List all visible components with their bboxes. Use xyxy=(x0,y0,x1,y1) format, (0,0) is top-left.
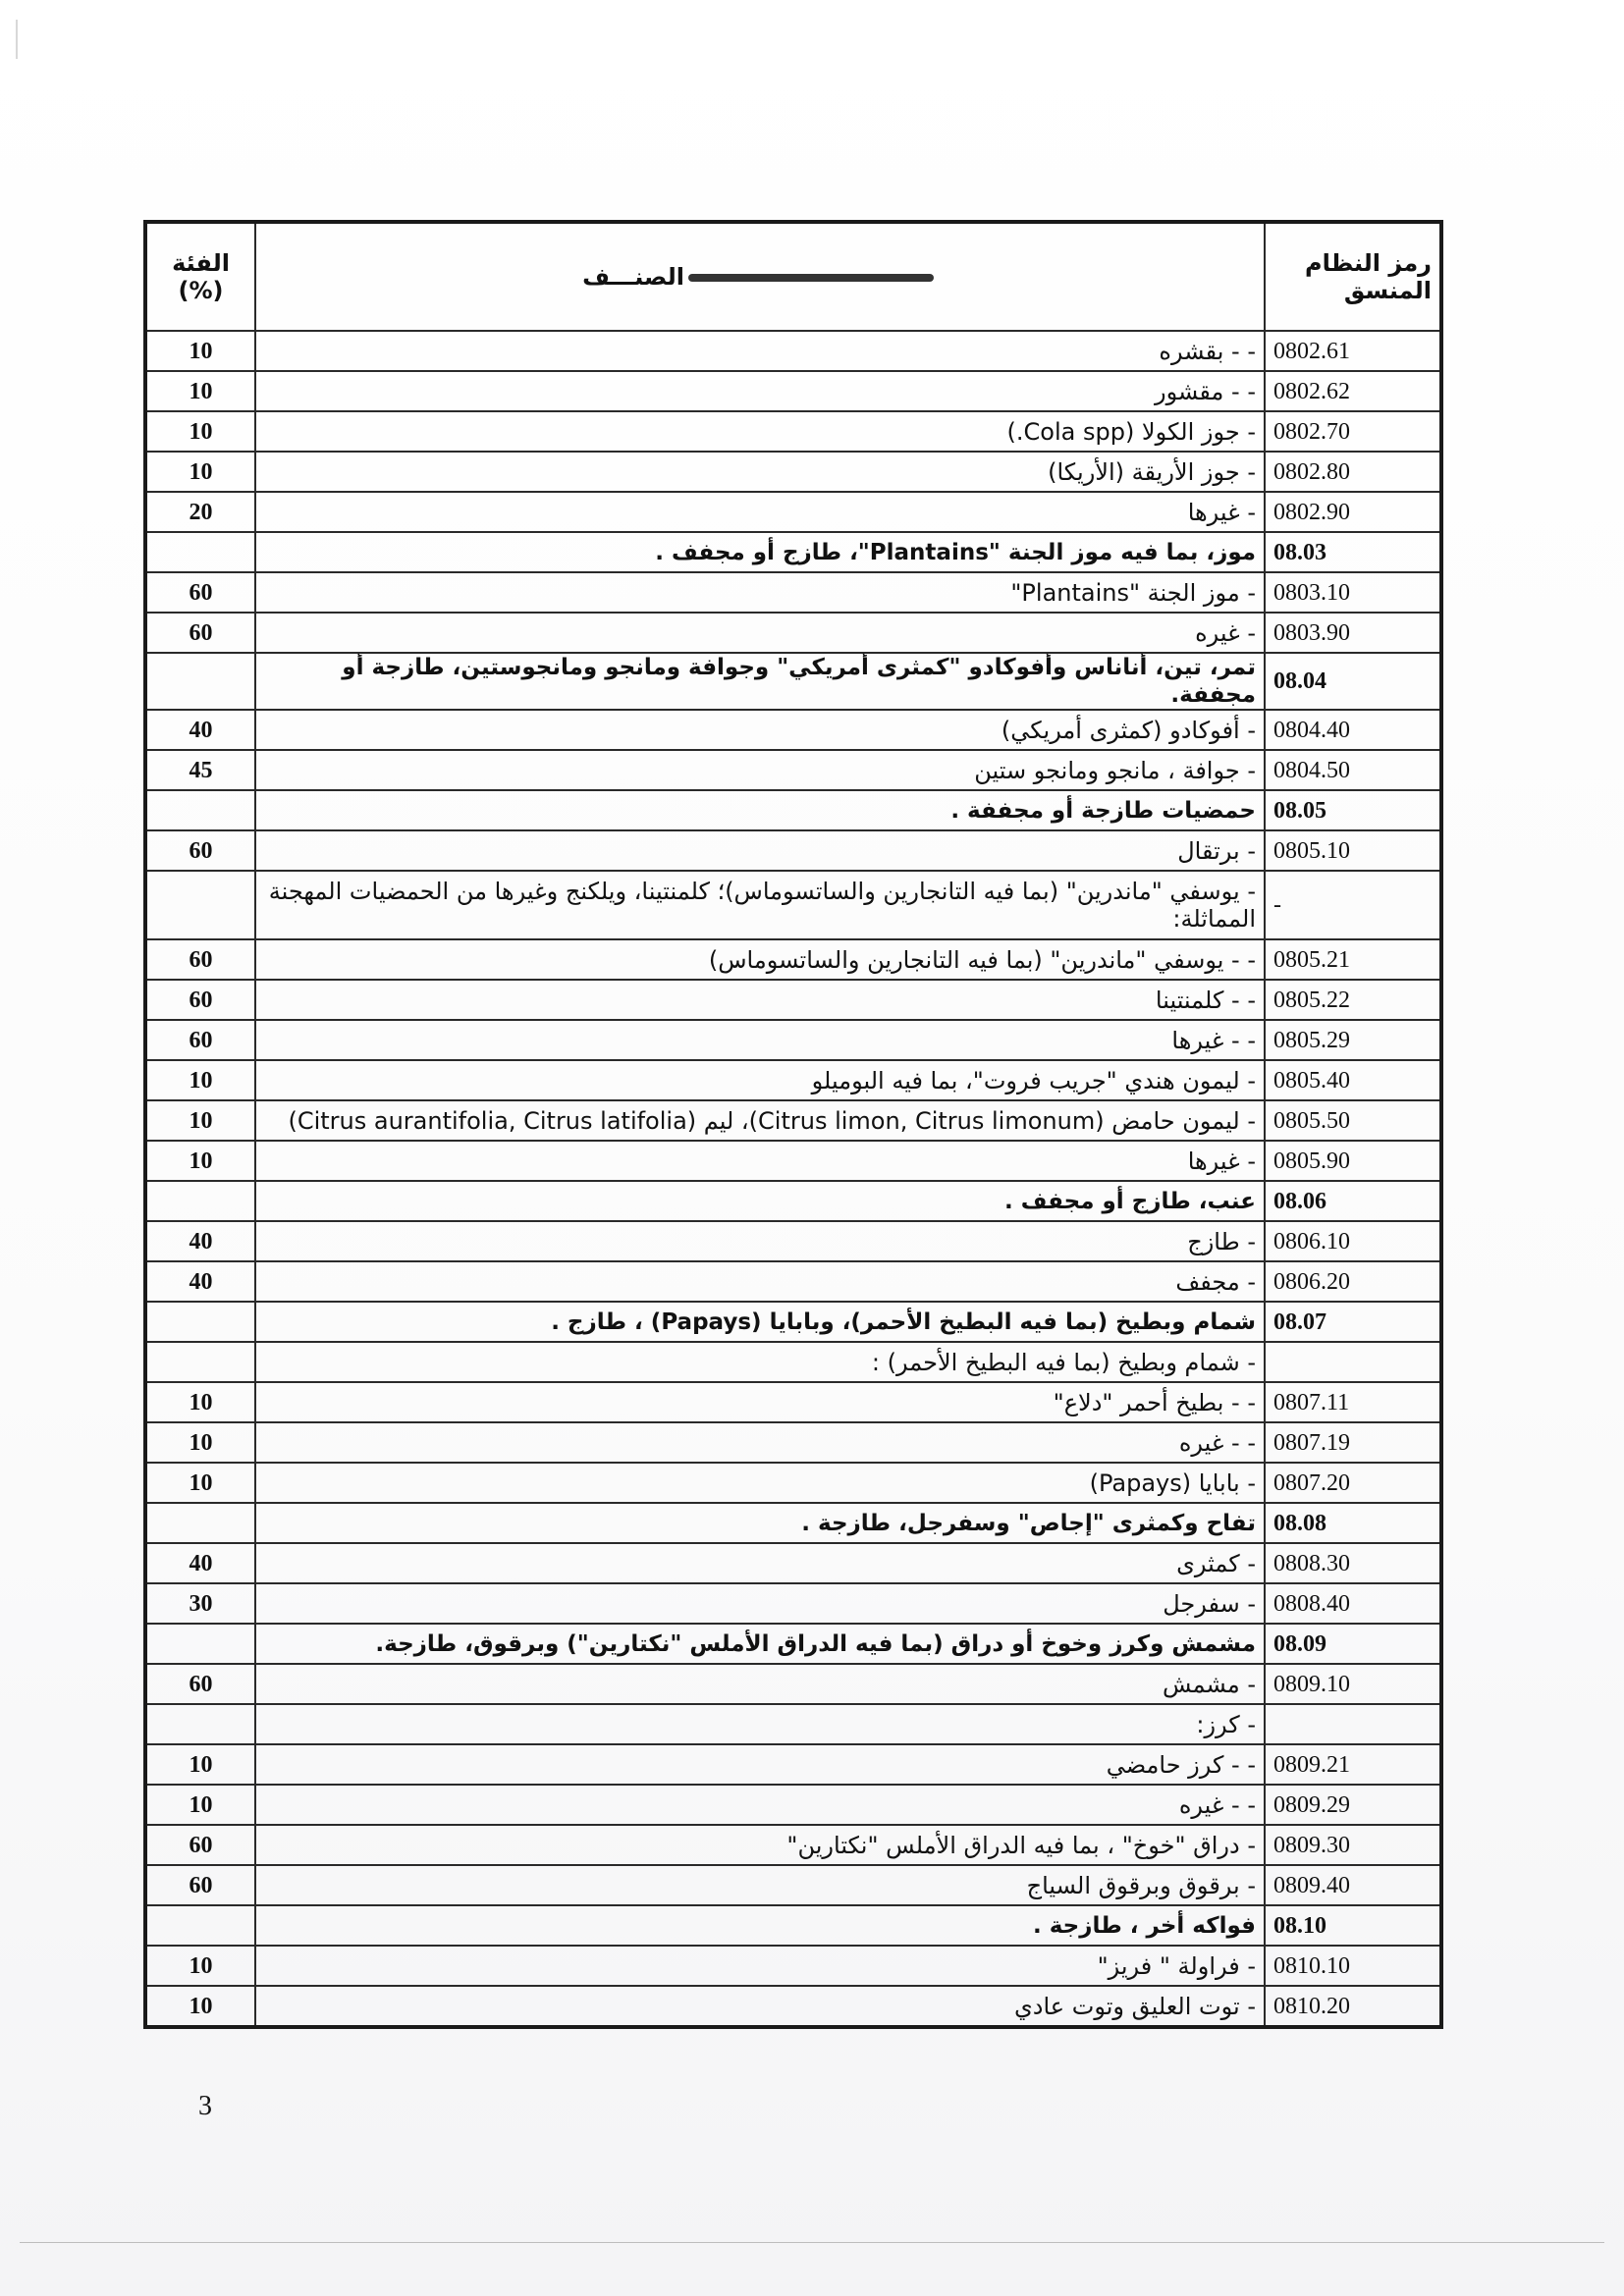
description-cell: - موز الجنة "Plantains" xyxy=(255,572,1265,613)
hs-code-cell: 0805.22 xyxy=(1265,980,1441,1020)
category-cell: 60 xyxy=(145,1020,255,1060)
description-cell: تمر، تين، أناناس وأفوكادو "كمثرى أمريكي" وجوافة ومانجو ومانجوستين، طازجة أو مجففة. xyxy=(255,653,1265,710)
hs-code-cell: 08.04 xyxy=(1265,653,1441,710)
hs-code-cell: 0802.62 xyxy=(1265,371,1441,411)
table-row xyxy=(145,492,1441,532)
table-row xyxy=(145,710,1441,750)
hs-code-cell: 0802.90 xyxy=(1265,492,1441,532)
description-cell: - مجفف xyxy=(255,1261,1265,1302)
hs-code-cell: 0810.20 xyxy=(1265,1986,1441,2027)
category-cell: 10 xyxy=(145,1946,255,1986)
description-cell: - برقوق وبرقوق السياج xyxy=(255,1865,1265,1905)
category-cell: 60 xyxy=(145,572,255,613)
table-row xyxy=(145,1946,1441,1986)
category-cell: 10 xyxy=(145,1986,255,2027)
category-cell: 60 xyxy=(145,1664,255,1704)
table-row xyxy=(145,939,1441,980)
hs-code-cell: 0802.80 xyxy=(1265,452,1441,492)
table-header-row xyxy=(145,222,1441,331)
hs-code-cell xyxy=(1265,1704,1441,1744)
hs-code-cell: 08.07 xyxy=(1265,1302,1441,1342)
table-heading-row xyxy=(145,1905,1441,1946)
category-cell: 10 xyxy=(145,411,255,452)
table-row xyxy=(145,1100,1441,1141)
category-cell: 10 xyxy=(145,1060,255,1100)
hs-code-cell: 0808.40 xyxy=(1265,1583,1441,1624)
category-cell: 30 xyxy=(145,1583,255,1624)
category-cell: 40 xyxy=(145,710,255,750)
description-cell: - - كرز حامضي xyxy=(255,1744,1265,1785)
table-row xyxy=(145,1704,1441,1744)
table-heading-row xyxy=(145,790,1441,830)
table-row xyxy=(145,1342,1441,1382)
description-cell: - توت العليق وتوت عادي xyxy=(255,1986,1265,2027)
page-bottom-rule xyxy=(20,2242,1604,2243)
table-row xyxy=(145,411,1441,452)
category-cell: 60 xyxy=(145,613,255,653)
description-cell: حمضيات طازجة أو مجففة . xyxy=(255,790,1265,830)
hs-code-cell: 0809.29 xyxy=(1265,1785,1441,1825)
hs-code-cell: 0806.10 xyxy=(1265,1221,1441,1261)
category-cell: 45 xyxy=(145,750,255,790)
description-cell: - جوز الكولا (Cola spp.) xyxy=(255,411,1265,452)
header-description-label: الصنـــف xyxy=(582,263,684,291)
hs-code-cell: 0805.90 xyxy=(1265,1141,1441,1181)
description-cell: - - غيره xyxy=(255,1785,1265,1825)
description-cell: - - غيرها xyxy=(255,1020,1265,1060)
table-heading-row xyxy=(145,1624,1441,1664)
category-cell xyxy=(145,653,255,710)
hs-code-cell: 0807.19 xyxy=(1265,1422,1441,1463)
category-cell: 10 xyxy=(145,371,255,411)
hs-code-cell: 0805.29 xyxy=(1265,1020,1441,1060)
hs-code-cell: 0805.10 xyxy=(1265,830,1441,871)
description-cell: - سفرجل xyxy=(255,1583,1265,1624)
hs-code-cell: 0805.21 xyxy=(1265,939,1441,980)
description-cell: - يوسفي "ماندرين" (بما فيه التانجارين والساتسوماس)؛ كلمنتينا، ويلكنج وغيرها من الحمضيات المهجنة المماثلة: xyxy=(255,871,1265,939)
category-cell xyxy=(145,532,255,572)
hs-code-cell: 0807.11 xyxy=(1265,1382,1441,1422)
category-cell xyxy=(145,1302,255,1342)
description-cell: - برتقال xyxy=(255,830,1265,871)
hs-code-cell: 08.05 xyxy=(1265,790,1441,830)
hs-code-cell: 0809.10 xyxy=(1265,1664,1441,1704)
description-cell: - كرز: xyxy=(255,1704,1265,1744)
category-cell: 40 xyxy=(145,1543,255,1583)
hs-code-cell: 08.10 xyxy=(1265,1905,1441,1946)
header-underline-bar xyxy=(688,274,934,282)
category-cell xyxy=(145,1342,255,1382)
header-code xyxy=(1265,222,1441,331)
table-heading-row xyxy=(145,1302,1441,1342)
description-cell: - فراولة " فريز" xyxy=(255,1946,1265,1986)
hs-code-cell: 0803.10 xyxy=(1265,572,1441,613)
description-cell: - - يوسفي "ماندرين" (بما فيه التانجارين والساتسوماس) xyxy=(255,939,1265,980)
category-cell: 10 xyxy=(145,452,255,492)
scan-binder-mark xyxy=(16,20,39,59)
header-code-line2: المنسق xyxy=(1343,277,1432,304)
table-row xyxy=(145,1463,1441,1503)
description-cell: موز، بما فيه موز الجنة "Plantains"، طازج أو مجفف . xyxy=(255,532,1265,572)
table-row xyxy=(145,1543,1441,1583)
category-cell: 60 xyxy=(145,830,255,871)
hs-code-cell: 0802.70 xyxy=(1265,411,1441,452)
table-row xyxy=(145,331,1441,371)
description-cell: - ليمون هندي "جريب فروت"، بما فيه البوميلو xyxy=(255,1060,1265,1100)
category-cell: 40 xyxy=(145,1221,255,1261)
hs-code-cell: 0809.30 xyxy=(1265,1825,1441,1865)
category-cell: 20 xyxy=(145,492,255,532)
description-cell: - طازج xyxy=(255,1221,1265,1261)
description-cell: - - مقشور xyxy=(255,371,1265,411)
table-row xyxy=(145,1825,1441,1865)
hs-code-cell: 0805.40 xyxy=(1265,1060,1441,1100)
description-cell: - أفوكادو (كمثرى أمريكي) xyxy=(255,710,1265,750)
table-row xyxy=(145,750,1441,790)
description-cell: - بابايا (Papays) xyxy=(255,1463,1265,1503)
hs-code-cell xyxy=(1265,1342,1441,1382)
hs-code-cell: - xyxy=(1265,871,1441,939)
category-cell xyxy=(145,790,255,830)
description-cell: - دراق "خوخ" ، بما فيه الدراق الأملس "نكتارين" xyxy=(255,1825,1265,1865)
table-row xyxy=(145,1141,1441,1181)
table-row xyxy=(145,613,1441,653)
table-row xyxy=(145,1583,1441,1624)
hs-code-cell: 0810.10 xyxy=(1265,1946,1441,1986)
hs-code-cell: 0806.20 xyxy=(1265,1261,1441,1302)
table-heading-row xyxy=(145,653,1441,710)
category-cell: 10 xyxy=(145,1463,255,1503)
hs-code-cell: 0808.30 xyxy=(1265,1543,1441,1583)
category-cell xyxy=(145,1181,255,1221)
description-cell: - - غيره xyxy=(255,1422,1265,1463)
description-cell: فواكه أخر ، طازجة . xyxy=(255,1905,1265,1946)
description-cell: - كمثرى xyxy=(255,1543,1265,1583)
category-cell: 60 xyxy=(145,980,255,1020)
table-row xyxy=(145,1664,1441,1704)
hs-code-cell: 0809.40 xyxy=(1265,1865,1441,1905)
description-cell: مشمش وكرز وخوخ أو دراق (بما فيه الدراق الأملس "نكتارين") وبرقوق، طازجة. xyxy=(255,1624,1265,1664)
hs-code-cell: 0803.90 xyxy=(1265,613,1441,653)
table-row xyxy=(145,1986,1441,2027)
table-body xyxy=(145,331,1441,2027)
table-row xyxy=(145,980,1441,1020)
table-row xyxy=(145,371,1441,411)
category-cell: 10 xyxy=(145,331,255,371)
category-cell: 10 xyxy=(145,1382,255,1422)
category-cell: 60 xyxy=(145,1825,255,1865)
table-row xyxy=(145,1261,1441,1302)
tariff-table xyxy=(143,220,1443,2029)
hs-code-cell: 0804.40 xyxy=(1265,710,1441,750)
description-cell: - مشمش xyxy=(255,1664,1265,1704)
description-cell: - جوافة ، مانجو ومانجو ستين xyxy=(255,750,1265,790)
table-row xyxy=(145,1422,1441,1463)
category-cell: 10 xyxy=(145,1422,255,1463)
hs-code-cell: 08.08 xyxy=(1265,1503,1441,1543)
hs-code-cell: 0807.20 xyxy=(1265,1463,1441,1503)
category-cell: 10 xyxy=(145,1141,255,1181)
hs-code-cell: 0809.21 xyxy=(1265,1744,1441,1785)
hs-code-cell: 08.09 xyxy=(1265,1624,1441,1664)
header-code-line1: رمز النظام xyxy=(1305,249,1432,277)
category-cell: 60 xyxy=(145,1865,255,1905)
description-cell: تفاح وكمثرى "إجاص" وسفرجل، طازجة . xyxy=(255,1503,1265,1543)
hs-code-cell: 08.03 xyxy=(1265,532,1441,572)
description-cell: - ليمون حامض (Citrus limon, Citrus limonum)، ليم (Citrus aurantifolia, Citrus latifolia) xyxy=(255,1100,1265,1141)
description-cell: شمام وبطيخ (بما فيه البطيخ الأحمر)، وبابايا (Papays) ، طازج . xyxy=(255,1302,1265,1342)
table-row xyxy=(145,1744,1441,1785)
category-cell: 40 xyxy=(145,1261,255,1302)
table-row xyxy=(145,452,1441,492)
header-description xyxy=(255,222,1265,331)
category-cell xyxy=(145,1704,255,1744)
table-row xyxy=(145,1785,1441,1825)
hs-code-cell: 0804.50 xyxy=(1265,750,1441,790)
table-heading-row xyxy=(145,1503,1441,1543)
category-cell: 10 xyxy=(145,1744,255,1785)
category-cell: 60 xyxy=(145,939,255,980)
page-number: 3 xyxy=(198,2091,212,2121)
category-cell xyxy=(145,1503,255,1543)
hs-code-cell: 08.06 xyxy=(1265,1181,1441,1221)
table-row xyxy=(145,1221,1441,1261)
header-category-line1: الفئة xyxy=(172,249,230,277)
category-cell xyxy=(145,1624,255,1664)
description-cell: - - كلمنتينا xyxy=(255,980,1265,1020)
description-cell: - غيرها xyxy=(255,1141,1265,1181)
description-cell: - شمام وبطيخ (بما فيه البطيخ الأحمر) : xyxy=(255,1342,1265,1382)
description-cell: - غيره xyxy=(255,613,1265,653)
description-cell: عنب، طازج أو مجفف . xyxy=(255,1181,1265,1221)
category-cell xyxy=(145,1905,255,1946)
table-row xyxy=(145,1865,1441,1905)
hs-code-cell: 0802.61 xyxy=(1265,331,1441,371)
description-cell: - غيرها xyxy=(255,492,1265,532)
table-row xyxy=(145,572,1441,613)
header-category xyxy=(145,222,255,331)
category-cell: 10 xyxy=(145,1100,255,1141)
description-cell: - - بقشره xyxy=(255,331,1265,371)
category-cell xyxy=(145,871,255,939)
table-row xyxy=(145,1382,1441,1422)
table-row xyxy=(145,830,1441,871)
header-category-line2: (%) xyxy=(178,277,224,304)
table-heading-row xyxy=(145,1181,1441,1221)
hs-code-cell: 0805.50 xyxy=(1265,1100,1441,1141)
category-cell: 10 xyxy=(145,1785,255,1825)
description-cell: - - بطيخ أحمر "دلاع" xyxy=(255,1382,1265,1422)
table-row xyxy=(145,871,1441,939)
table-row xyxy=(145,1060,1441,1100)
table-heading-row xyxy=(145,532,1441,572)
table-row xyxy=(145,1020,1441,1060)
description-cell: - جوز الأريقة (الأريكا) xyxy=(255,452,1265,492)
